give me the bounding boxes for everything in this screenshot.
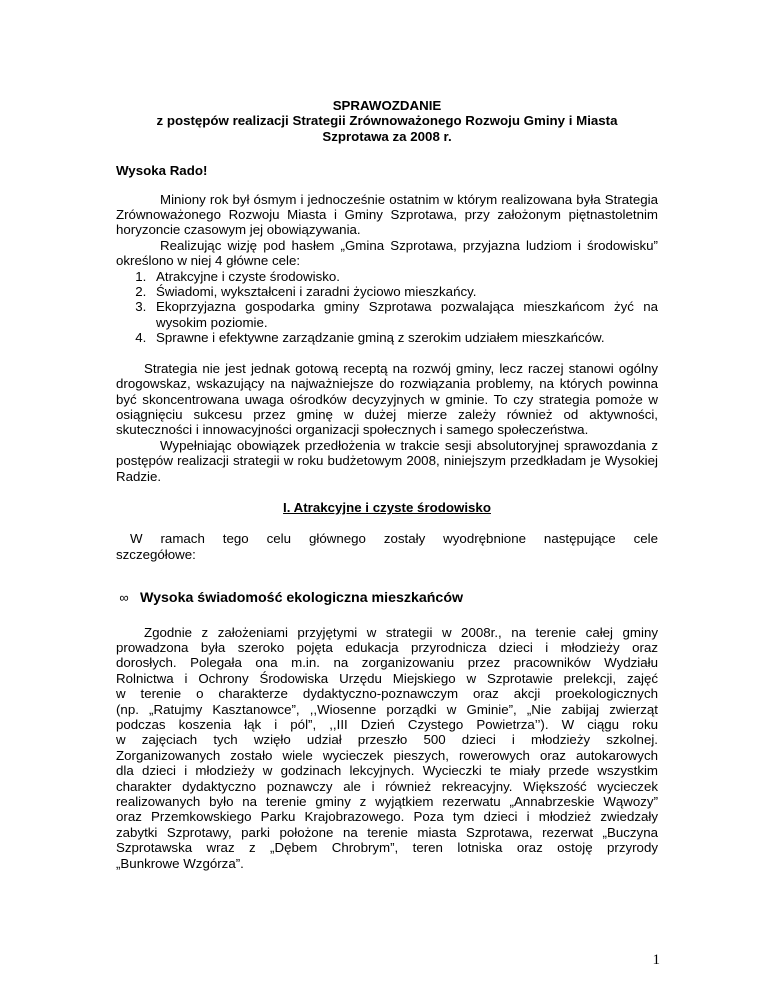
section-1-title: I. Atrakcyjne i czyste środowisko <box>283 499 491 515</box>
report-subtitle-line-2: Szprotawa za 2008 r. <box>322 128 452 144</box>
subgoal-heading <box>116 590 658 606</box>
body-line: w terenie o charakterze dydaktyczno-poznawczym oraz akcji proekologicznych <box>116 686 658 702</box>
section-1-intro-line-2: szczegółowe: <box>116 546 196 562</box>
body-line: dla dzieci i młodzieży w godzinach lekcyjnych. Wycieczki te miały przede wszystkim <box>116 763 658 779</box>
subgoal-title: Wysoka świadomość ekologiczna mieszkańców <box>140 590 464 607</box>
body-line: Rolnictwa i Ochrony Środowiska Urzędu Miejskiego w Szprotawie prelekcji, zajęć <box>116 670 658 686</box>
goal-item-3: 3. Ekoprzyjazna gospodarka gminy Szprotawa pozwalająca mieszkańcom żyć na wysokim poziomie. <box>150 299 658 330</box>
document-page <box>116 98 658 871</box>
goal-item-2: 2. Świadomi, wykształceni i zaradni życiowo mieszkańcy. <box>150 284 658 299</box>
greeting: Wysoka Rado! <box>116 163 208 179</box>
body-line: oraz Przemkowskiego Parku Krajobrazowego. Poza tym dzieci i młodzież zwiedzały <box>116 809 658 825</box>
section-1-body <box>116 625 658 872</box>
intro-paragraph-4: Wypełniając obowiązek przedłożenia w trakcie sesji absolutoryjnej sprawozdania z postępów realizacji strategii w roku budżetowym 2008, niniejszym przedkładam je Wysokiej Radzie. <box>116 437 658 484</box>
intro-paragraph-3: Strategia nie jest jednak gotową receptą na rozwój gminy, lecz raczej stanowi ogólny drogowskaz, wskazujący na najważniejsze do rozwiązania problemy, na których powinna być skoncentrowana uwaga ośrodków decyzyjnych w gminie. To czy strategia pomoże w osiągnięciu sukcesu przez gminę w dużej mierze zależy również od aktywności, skuteczności i innowacyjności organizacji społecznych i samego społeczeństwa. <box>116 360 658 438</box>
body-line: (np. „Ratujmy Kasztanowce”, ,,Wiosenne porządki w Gminie”, „Nie zabijaj zwierząt <box>116 701 658 717</box>
infinity-bullet-icon: ∞ <box>119 590 129 606</box>
intro-paragraph-1: Miniony rok był ósmym i jednocześnie ostatnim w którym realizowana była Strategia Zrównoważonego Rozwoju Miasta i Gminy Szprotawa, przy założonym piętnastoletnim horyzoncie czasowym jej obowiązywania. <box>116 191 658 238</box>
body-line: „Bunkrowe Wzgórza”. <box>116 855 244 871</box>
report-subtitle-line-1: z postępów realizacji Strategii Zrównoważonego Rozwoju Gminy i Miasta <box>156 113 618 129</box>
body-line: charakter dydaktyczno poznawczy ale i również rekreacyjny. Większość wycieczek <box>116 778 658 794</box>
body-line: realizowanych było na terenie gminy z wyjątkiem rezerwatu „Annabrzeskie Wąwozy” <box>116 794 658 810</box>
paragraph-gap <box>116 346 658 361</box>
body-line: zabytki Szprotawy, parki położone na terenie miasta Szprotawa, rezerwat „Buczyna <box>116 824 658 840</box>
body-line: podczas koszenia łąk i pól”, ,,III Dzień Czystego Powietrza’’). W ciągu roku <box>116 717 658 732</box>
body-line: Zgodnie z założeniami przyjętymi w strategii w 2008r., na terenie całej gminy <box>144 624 658 640</box>
body-line: prowadzona była szeroko pojęta edukacja przyrodnicza dzieci i młodzieży oraz <box>116 639 658 655</box>
body-line: w zajęciach tych wzięło udział przeszło 500 dzieci i młodzieży szkolnej. <box>116 732 658 748</box>
page-number: 1 <box>652 952 660 968</box>
body-line: dorosłych. Polegała ona m.in. na zorganizowaniu przez pracowników Wydziału <box>116 655 658 671</box>
body-line: Zorganizowanych zostało wiele wycieczek pieszych, rowerowych oraz autokarowych <box>116 747 658 763</box>
body-line: Szprotawska wraz z „Dębem Chrobrym”, teren lotniska oraz ostoję przyrody <box>116 840 658 856</box>
goal-item-4: 4. Sprawne i efektywne zarządzanie gminą z szerokim udziałem mieszkańców. <box>150 330 658 345</box>
main-goals-list <box>116 269 658 346</box>
intro-paragraph-2: Realizując wizję pod hasłem „Gmina Szprotawa, przyjazna ludziom i środowisku” określono w niej 4 główne cele: <box>116 237 658 269</box>
section-1-intro-line-1: W ramach tego celu głównego zostały wyodrębnione następujące cele <box>130 531 658 547</box>
goal-item-1: 1. Atrakcyjne i czyste środowisko. <box>150 269 658 284</box>
report-title: SPRAWOZDANIE <box>332 98 442 113</box>
